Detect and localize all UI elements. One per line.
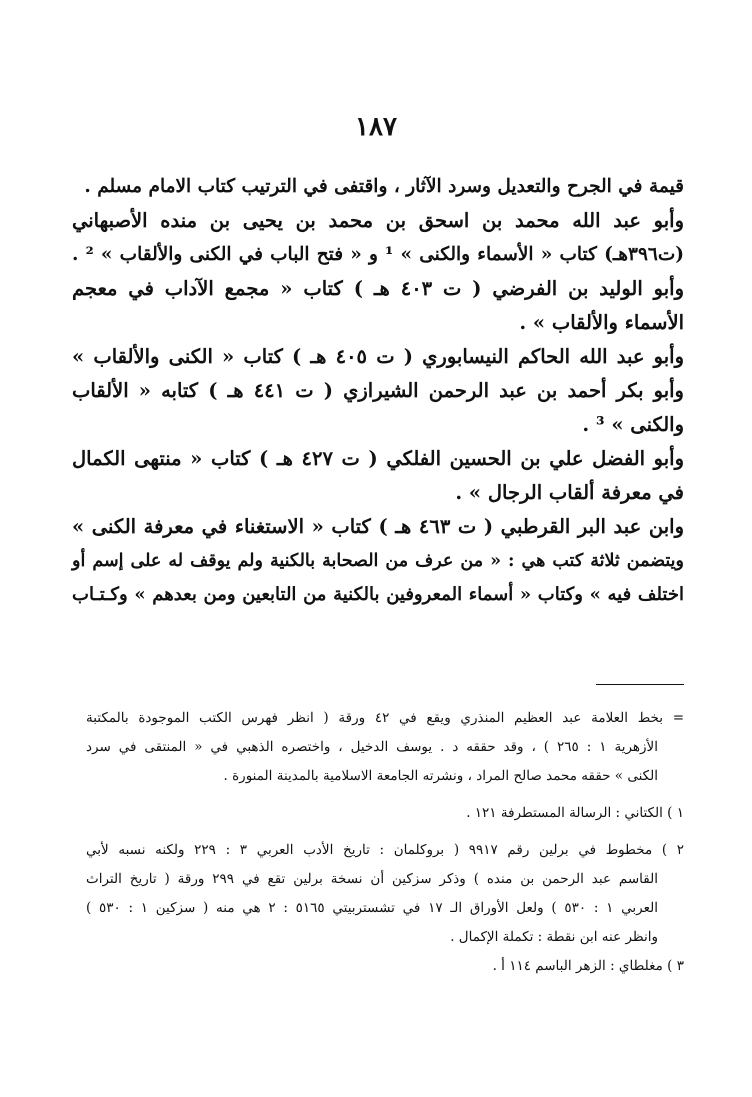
footnote-line: القاسم عبد الرحمن بن منده ) وذكر سزكين أن نسخة برلين تقع في ٢٩٩ ورقة ( تاريخ التراث [86,871,658,887]
footnote-line: الأزهرية ١ : ٢٦٥ ) ، وقد حققه د . يوسف الدخيل ، واختصره الذهبي في « المنتقى في سرد [86,739,658,755]
footnote-line: ٢ ) مخطوط في برلين رقم ٩٩١٧ ( بروكلمان : تاريخ الأدب العربي ٣ : ٢٢٩ ولكنه نسبه لأبي [86,842,684,858]
text-line: قيمة في الجرح والتعديل وسرد الآثار ، واقتفى في الترتيب كتاب الامام مسلم . [84,176,684,197]
text-line: في معرفة ألقاب الرجال » . [455,481,684,504]
text-line: ويتضمن ثلاثة كتب هي : « من عرف من الصحابة بالكنية ولم يوقف له على إسم أو [72,551,684,571]
text-line: اختلف فيه » وكتاب « أسماء المعروفين بالكنية من التابعين ومن بعدهم » وكـتـاب [72,584,684,605]
footnote-3: ٣ ) مغلطاي : الزهر الباسم ١١٤ أ . [492,958,684,974]
text-line: وأبو بكر أحمد بن عبد الرحمن الشيرازي ( ت ٤٤١ هـ ) كتابه « الألقاب [72,379,684,402]
footnotes [86,704,684,981]
footnote-line: = بخط العلامة عبد العظيم المنذري ويقع في ٤٢ ورقة ( انظر فهرس الكتب الموجودة بالمكتبة [86,710,685,726]
footnote-line: العربي ١ : ٥٣٠ ) ولعل الأوراق الـ ١٧ في تشستربيتي ٥١٦٥ : ٢ هي منه ( سزكين ١ : ٥٣٠ ) [86,900,658,916]
footnote-1: ١ ) الكتاني : الرسالة المستطرفة ١٢١ . [466,805,684,821]
footnote-line: وانظر عنه ابن نقطة : تكملة الإكمال . [450,929,658,945]
footnote-divider [596,684,684,685]
text-line: وابن عبد البر القرطبي ( ت ٤٦٣ هـ ) كتاب « الاستغناء في معرفة الكنى » [72,515,684,538]
text-line: والكنى » ³ . [582,413,684,436]
page-number: ١٨٧ [355,112,397,142]
text-line: (ت٣٩٦هـ) كتاب « الأسماء والكنى » ¹ و « فتح الباب في الكنى والألقاب » ² . [72,244,684,265]
text-line: وأبو عبد الله محمد بن اسحق بن محمد بن يحيى بن منده الأصبهاني [72,209,684,232]
text-line: وأبو الوليد بن الفرضي ( ت ٤٠٣ هـ ) كتاب « مجمع الآداب في معجم [72,277,684,300]
footnote-line: الكنى » حققه محمد صالح المراد ، ونشرته الجامعة الاسلامية بالمدينة المنورة . [223,768,658,784]
text-line: وأبو الفضل علي بن الحسين الفلكي ( ت ٤٢٧ هـ ) كتاب « منتهى الكمال [72,447,684,470]
text-line: الأسماء والألقاب » . [519,311,684,334]
body-text [72,170,684,612]
text-line: وأبو عبد الله الحاكم النيسابوري ( ت ٤٠٥ هـ ) كتاب « الكنى والألقاب » [72,345,684,368]
